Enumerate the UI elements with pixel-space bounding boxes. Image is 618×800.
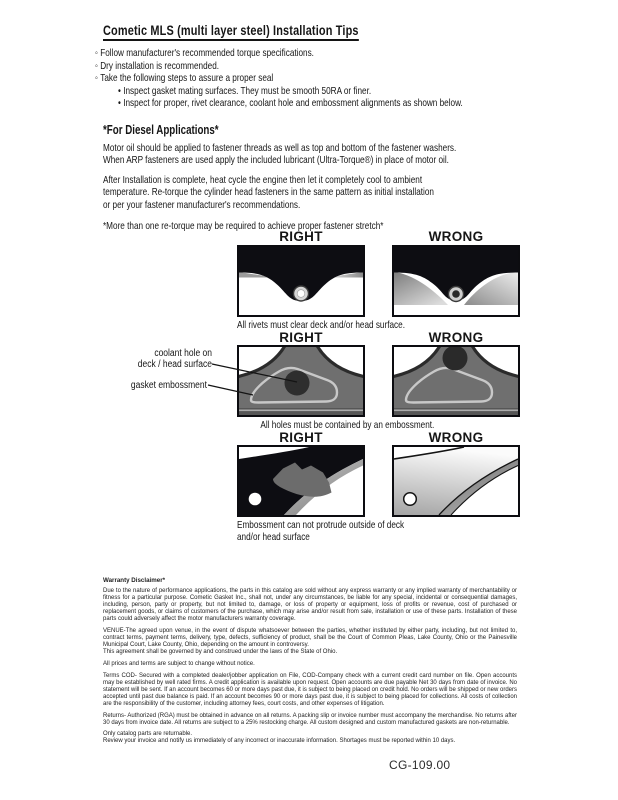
bullet-item	[95, 72, 468, 85]
returns-paragraph: Returns- Authorized (RGA) must be obtained in advance on all returns. A packing slip or invoice number must accompany the merchandise. No returns after 30 days from invoice date. All returns are subject to a 25% restocking charge. All custom designed and custom manufactured gaskets are non-returnable.	[103, 712, 517, 726]
protrusion-right-diagram	[239, 447, 363, 515]
row2-wrong-label: WRONG	[428, 330, 484, 345]
warranty-paragraph: Due to the nature of performance applications, the parts in this catalog are sold without any express warranty or any implied warranty of merchantability or fitness for a particular purpose. Cometic Gasket Inc., shall not, under any circumstances, be liable for any special, incidental or consequential damages, including, person, party or property, but not limited to, damage, or loss of property or equipment, loss of profits or revenue, cost of purchased or replacement goods, or claims of customers of the purchase, which may arise and/or result from sale, installation or use of these parts. Installation of these parts could adversely affect the motor manufacturers warranty coverage.	[103, 588, 517, 623]
gasket-bottom-band	[239, 408, 363, 415]
diesel-paragraph-1	[103, 142, 573, 167]
sub-bullet-item	[118, 85, 473, 98]
open-bullet-marker: ◦	[95, 59, 98, 72]
rivet-wrong-diagram	[394, 247, 518, 315]
protrusion-wrong-diagram	[394, 447, 518, 515]
embossment-right-panel	[237, 345, 365, 417]
filled-bullet-marker: •	[118, 84, 121, 97]
bolt-hole	[249, 493, 262, 506]
coolant-hole-label-line2: deck / head surface	[137, 359, 212, 370]
row3-wrong-label: WRONG	[428, 430, 484, 445]
page-title: Cometic MLS (multi layer steel) Installation Tips	[103, 22, 359, 41]
bullet-text: Inspect for proper, rivet clearance, coolant hole and embossment alignments as shown below.	[123, 97, 463, 109]
rivet-right-panel	[237, 245, 365, 317]
bullet-item	[95, 60, 468, 73]
diagram-section	[0, 225, 618, 565]
protrusion-right-panel	[237, 445, 365, 517]
bullet-text: Dry installation is recommended.	[100, 59, 220, 72]
tips-bullet-list	[95, 47, 573, 110]
protrusion-wrong-panel	[392, 445, 520, 517]
rivet-center	[452, 290, 460, 298]
rivet-right-diagram	[239, 247, 363, 315]
bolt-hole	[404, 493, 417, 506]
bullet-text: Inspect gasket mating surfaces. They must be smooth 50RA or finer.	[123, 84, 372, 97]
main-text-column	[95, 22, 573, 233]
row1-caption: All rivets must clear deck and/or head surface.	[237, 319, 405, 331]
bullet-text: Follow manufacturer's recommended torque specifications.	[100, 47, 314, 59]
warranty-disclaimer-section	[103, 577, 517, 750]
gasket-bottom-stripe	[394, 410, 518, 412]
paragraph-line: After Installation is complete, heat cycle the engine then let it completely cool to ambient	[103, 173, 423, 186]
catalog-parts-line: Only catalog parts are returnable.	[103, 731, 193, 738]
retorque-note: *More than one re-torque may be required to achieve proper fastener stretch*	[103, 220, 384, 232]
review-invoice-line: Review your invoice and notify us immediately of any incorrect or inaccurate information. Shortages must be reported within 10 days.	[103, 738, 456, 745]
prices-terms-line: All prices and terms are subject to change without notice.	[103, 660, 255, 667]
row2-caption: All holes must be contained by an embossment.	[260, 419, 435, 431]
row1-right-label: RIGHT	[279, 229, 323, 244]
gasket-bottom-band	[394, 408, 518, 415]
bullet-item	[95, 47, 468, 60]
governing-law-line: This agreement shall be governed by and construed under the laws of the State of Ohio.	[103, 649, 338, 656]
paragraph-line: temperature. Re-torque the cylinder head fasteners in the same pattern as initial installation	[103, 186, 434, 198]
diesel-paragraph-2	[103, 174, 573, 212]
gasket-bottom-stripe	[239, 410, 363, 412]
bullet-text: Take the following steps to assure a proper seal	[100, 72, 274, 84]
diesel-heading: *For Diesel Applications*	[103, 122, 219, 137]
row3-right-label: RIGHT	[279, 430, 323, 445]
embossment-right-diagram	[239, 347, 363, 415]
embossment-wrong-panel	[392, 345, 520, 417]
rivet-wrong-panel	[392, 245, 520, 317]
embossment-wrong-diagram	[394, 347, 518, 415]
coolant-hole-label	[100, 348, 212, 370]
row1-wrong-label: WRONG	[428, 229, 484, 244]
venue-paragraph: VENUE-The agreed upon venue, in the event of dispute whatsoever between the parties, whether instituted by either party, including, but not limited to, contract terms, payment terms, delivery, type, defects, sufficiency of product, shall be the Court of Common Pleas, Lake County, Ohio or the Painesville Municipal Court, Lake County, Ohio, depending on the amount in controversy.	[103, 628, 517, 649]
terms-cod-paragraph: Terms COD- Secured with a completed dealer/jobber application on File, COD-Company check with a current credit card number on file. Open accounts may be established by well rated firms. A credit application is available upon request. Open accounts are due payable Net 30 days from date of invoice. No statement will be sent. If an account becomes 60 or more days past due, it is subject to being placed on credit hold. No orders will be shipped or new orders accepted until past due balance is paid. If an account becomes 90 or more days past due, it is subject to being placed for collections. All costs of collection are the responsibility of the customer, including attorney fees, court costs, and other expenses of litigation.	[103, 672, 517, 707]
warranty-heading: Warranty Disclaimer*	[103, 577, 166, 584]
paragraph-line: or per your fastener manufacturer's recommendations.	[103, 198, 301, 211]
coolant-hole	[285, 371, 310, 396]
paragraph-line: When ARP fasteners are used apply the included lubricant (Ultra-Torque®) in place of motor oil.	[103, 154, 449, 166]
coolant-hole-label-line1: coolant hole on	[154, 348, 212, 359]
row3-caption-line2: and/or head surface	[237, 531, 310, 543]
gasket-embossment-label: gasket embossment	[130, 380, 207, 391]
filled-bullet-marker: •	[118, 97, 121, 109]
row2-right-label: RIGHT	[279, 330, 323, 345]
open-bullet-marker: ◦	[95, 72, 98, 84]
deck-bottom-strip	[394, 305, 518, 315]
paragraph-line: Motor oil should be applied to fastener threads as well as top and bottom of the fastener washers.	[103, 141, 457, 154]
row3-caption-line1: Embossment can not protrude outside of deck	[237, 519, 405, 531]
page-number: CG-109.00	[389, 758, 451, 772]
sub-bullet-item	[118, 97, 473, 110]
open-bullet-marker: ◦	[95, 47, 98, 59]
rivet-center	[297, 290, 305, 298]
